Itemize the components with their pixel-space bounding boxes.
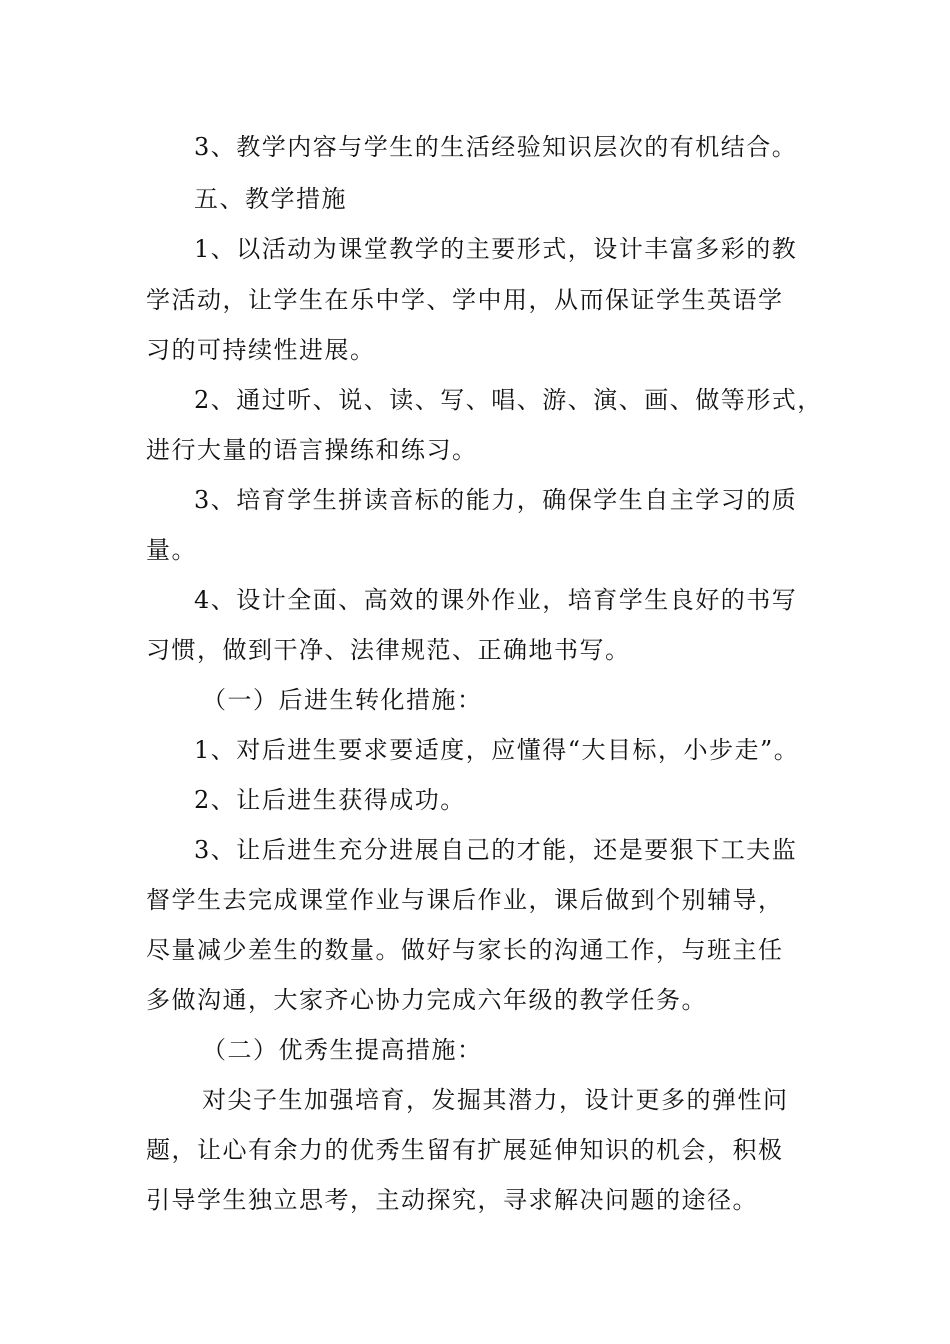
text-line: 习的可持续性进展。 [146, 336, 376, 364]
section-heading: 五、教学措施 [194, 185, 347, 213]
text-line: 多做沟通，大家齐心协力完成六年级的教学任务。 [146, 986, 707, 1014]
text-line: 尽量减少差生的数量。做好与家长的沟通工作，与班主任 [146, 936, 784, 964]
text-line: 3、让后进生充分进展自己的才能，还是要狠下工夫监 [194, 836, 798, 864]
text-line: 进行大量的语言操练和练习。 [146, 436, 478, 464]
text-line: 1、以活动为课堂教学的主要形式，设计丰富多彩的教 [194, 235, 798, 263]
text-line: 1、对后进生要求要适度，应懂得“大目标，小步走”。 [194, 736, 800, 764]
text-line: 对尖子生加强培育，发掘其潜力，设计更多的弹性问 [202, 1086, 789, 1114]
text-line: 题，让心有余力的优秀生留有扩展延伸知识的机会，积极 [146, 1136, 784, 1164]
text-line: 引导学生独立思考，主动探究，寻求解决问题的途径。 [146, 1186, 758, 1214]
text-line: 学活动，让学生在乐中学、学中用，从而保证学生英语学 [146, 286, 784, 314]
text-line: 习惯，做到干净、法律规范、正确地书写。 [146, 636, 631, 664]
subsection-heading: （一）后进生转化措施： [202, 686, 483, 714]
subsection-heading: （二）优秀生提高措施： [202, 1036, 483, 1064]
text-line: 2、让后进生获得成功。 [194, 786, 466, 814]
text-line: 量。 [146, 536, 197, 564]
text-line: 督学生去完成课堂作业与课后作业，课后做到个别辅导， [146, 886, 784, 914]
text-line: 3、教学内容与学生的生活经验知识层次的有机结合。 [194, 133, 798, 161]
text-line: 3、培育学生拼读音标的能力，确保学生自主学习的质 [194, 486, 798, 514]
text-line: 2、通过听、说、读、写、唱、游、演、画、做等形式， [194, 386, 823, 414]
text-line: 4、设计全面、高效的课外作业，培育学生良好的书写 [194, 586, 798, 614]
